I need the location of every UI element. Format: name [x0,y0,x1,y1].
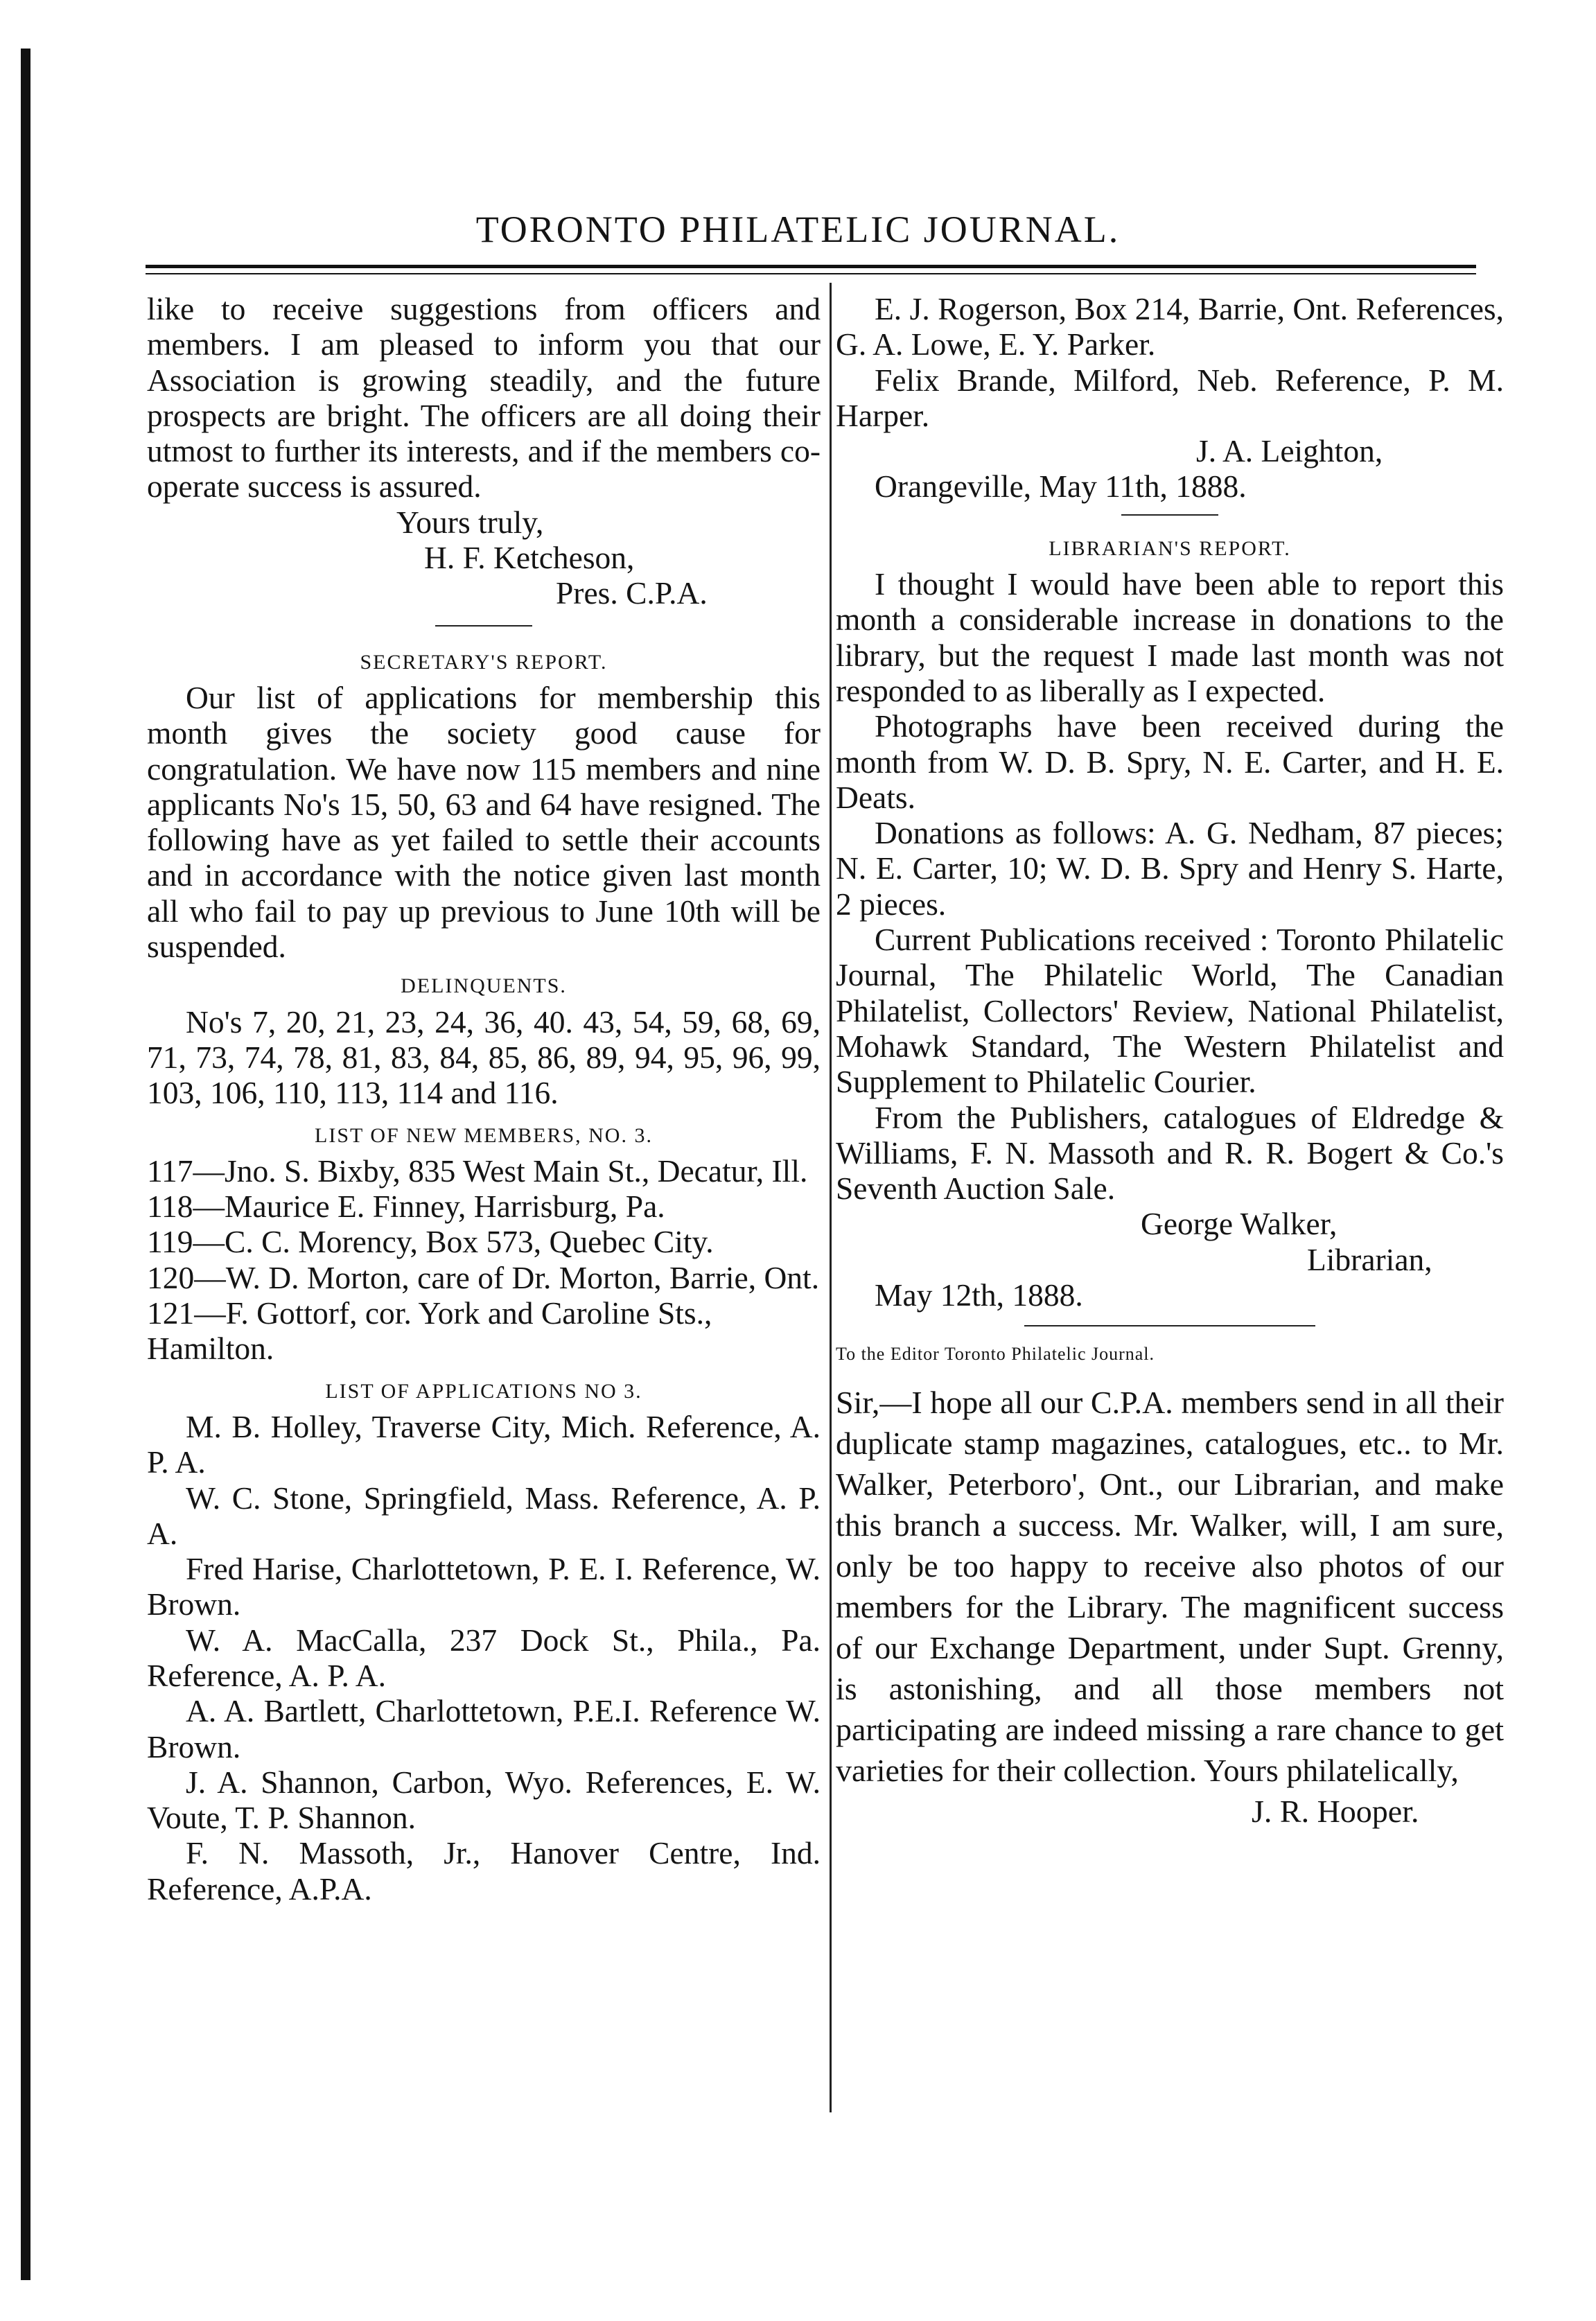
secretary-report-heading: SECRETARY'S REPORT. [360,650,608,674]
header-rule-thick [146,265,1476,268]
application-entry: Felix Brande, Milford, Neb. Reference, P. M. Harper. [836,362,1504,433]
new-member-entry: 120—W. D. Morton, care of Dr. Morton, Barrie, Ont. [147,1259,820,1295]
delinquents-heading: DELINQUENTS. [401,974,567,998]
president-title: Pres. C.P.A. [556,575,708,611]
application-entry: W. A. MacCalla, 237 Dock St., Phila., Pa. Reference, A. P. A. [147,1622,821,1693]
application-entry: F. N. Massoth, Jr., Hanover Centre, Ind. Reference, A.P.A. [147,1835,821,1907]
closing: Yours truly, [396,504,544,540]
applications-heading: LIST OF APPLICATIONS NO 3. [325,1379,642,1403]
left-column [147,291,821,1907]
new-member-entry: 118—Maurice E. Finney, Harrisburg, Pa. [147,1189,665,1225]
librarian-paragraph: Current Publications received : Toronto Philatelic Journal, The Philatelic World, The Canadian Philatelist, Collectors' Review, National Philatelist, Mohawk Standard, The Western Philatelist and Supplement to Philatelic Courier. [836,922,1504,1100]
secretary-signature-place: Orangeville, May 11th, 1888. [875,468,1247,505]
application-entry: J. A. Shannon, Carbon, Wyo. References, E. W. Voute, T. P. Shannon. [147,1764,821,1836]
librarian-date: May 12th, 1888. [875,1277,1083,1313]
section-rule [435,625,532,627]
section-rule [1121,514,1218,516]
new-members-heading: LIST OF NEW MEMBERS, NO. 3. [315,1123,653,1147]
binding-edge [21,49,30,2280]
application-entry: Fred Harise, Charlottetown, P. E. I. Reference, W. Brown. [147,1551,821,1622]
application-entry: A. A. Bartlett, Charlottetown, P.E.I. Reference W. Brown. [147,1693,821,1764]
section-rule [1024,1325,1315,1326]
librarian-paragraph: I thought I would have been able to report this month a considerable increase in donations to the library, but the request I made last month was not responded to as liberally as I expected. [836,566,1504,708]
page-title: TORONTO PHILATELIC JOURNAL. [475,209,1121,250]
librarian-paragraph: From the Publishers, catalogues of Eldredge & Williams, F. N. Massoth and R. R. Bogert & Co.'s Seventh Auction Sale. [836,1099,1504,1207]
header-rule-thin [146,273,1476,274]
president-name: H. F. Ketcheson, [424,540,635,576]
secretary-report-text: Our list of applications for membership this month gives the society good cause for congratulation. We have now 115 members and nine applicants No's 15, 50, 63 and 64 have resigned. The following have as yet failed to settle their accounts and in accordance with the notice given last month all who fail to pay up previous to June 10th will be suspended. [147,679,821,965]
librarian-paragraph: Photographs have been received during the month from W. D. B. Spry, N. E. Carter, and H. E. Deats. [836,708,1504,815]
hooper-letter-text: Sir,—I hope all our C.P.A. members send in all their duplicate stamp magazines, catalogues, etc.. to Mr. Walker, Peterboro', Ont., our Librarian, and make this branch a success. Mr. Walker, will, I am sure, only be too happy to receive also photos of our members for the Library. The magnificent success of our Exchange Department, under Supt. Grenny, is astonishing, and all those members not participating are indeed missing a rare chance to get varieties for their collection. Yours philatelically, [836,1384,1504,1788]
application-entry: M. B. Holley, Traverse City, Mich. Reference, A. P. A. [147,1408,821,1480]
librarian-paragraph: Donations as follows: A. G. Nedham, 87 pieces; N. E. Carter, 10; W. D. B. Spry and Henry S. Harte, 2 pieces. [836,815,1504,922]
new-member-entry: 117—Jno. S. Bixby, 835 West Main St., Decatur, Ill. [147,1153,808,1189]
application-entry: E. J. Rogerson, Box 214, Barrie, Ont. References, G. A. Lowe, E. Y. Parker. [836,291,1504,362]
delinquents-list: No's 7, 20, 21, 23, 24, 36, 40. 43, 54, 59, 68, 69, 71, 73, 74, 78, 81, 83, 84, 85, 86, 89, 94, 95, 96, 99, 103, 106, 110, 113, 114 and 116. [147,1004,821,1111]
secretary-signature-name: J. A. Leighton, [1196,433,1383,469]
hooper-signature: J. R. Hooper. [1252,1793,1419,1829]
new-member-entry: 121—F. Gottorf, cor. York and Caroline Sts., Hamilton. [147,1295,712,1367]
president-letter-text: like to receive suggestions from officers and members. I am pleased to inform you that our Association is growing steadily, and the future prospects are bright. The officers are all doing their utmost to further its interests, and if the members co-operate success is assured. [147,291,821,505]
new-member-entry: 119—C. C. Morency, Box 573, Quebec City. [147,1224,714,1260]
right-column [836,291,1504,1832]
librarian-signature-name: George Walker, [1141,1206,1338,1242]
librarian-signature-title: Librarian, [1307,1241,1432,1277]
librarian-report-heading: LIBRARIAN'S REPORT. [1049,536,1291,560]
to-editor-line: To the Editor Toronto Philatelic Journal. [836,1344,1155,1365]
application-entry: W. C. Stone, Springfield, Mass. Reference, A. P. A. [147,1480,821,1551]
column-divider [830,283,832,2112]
